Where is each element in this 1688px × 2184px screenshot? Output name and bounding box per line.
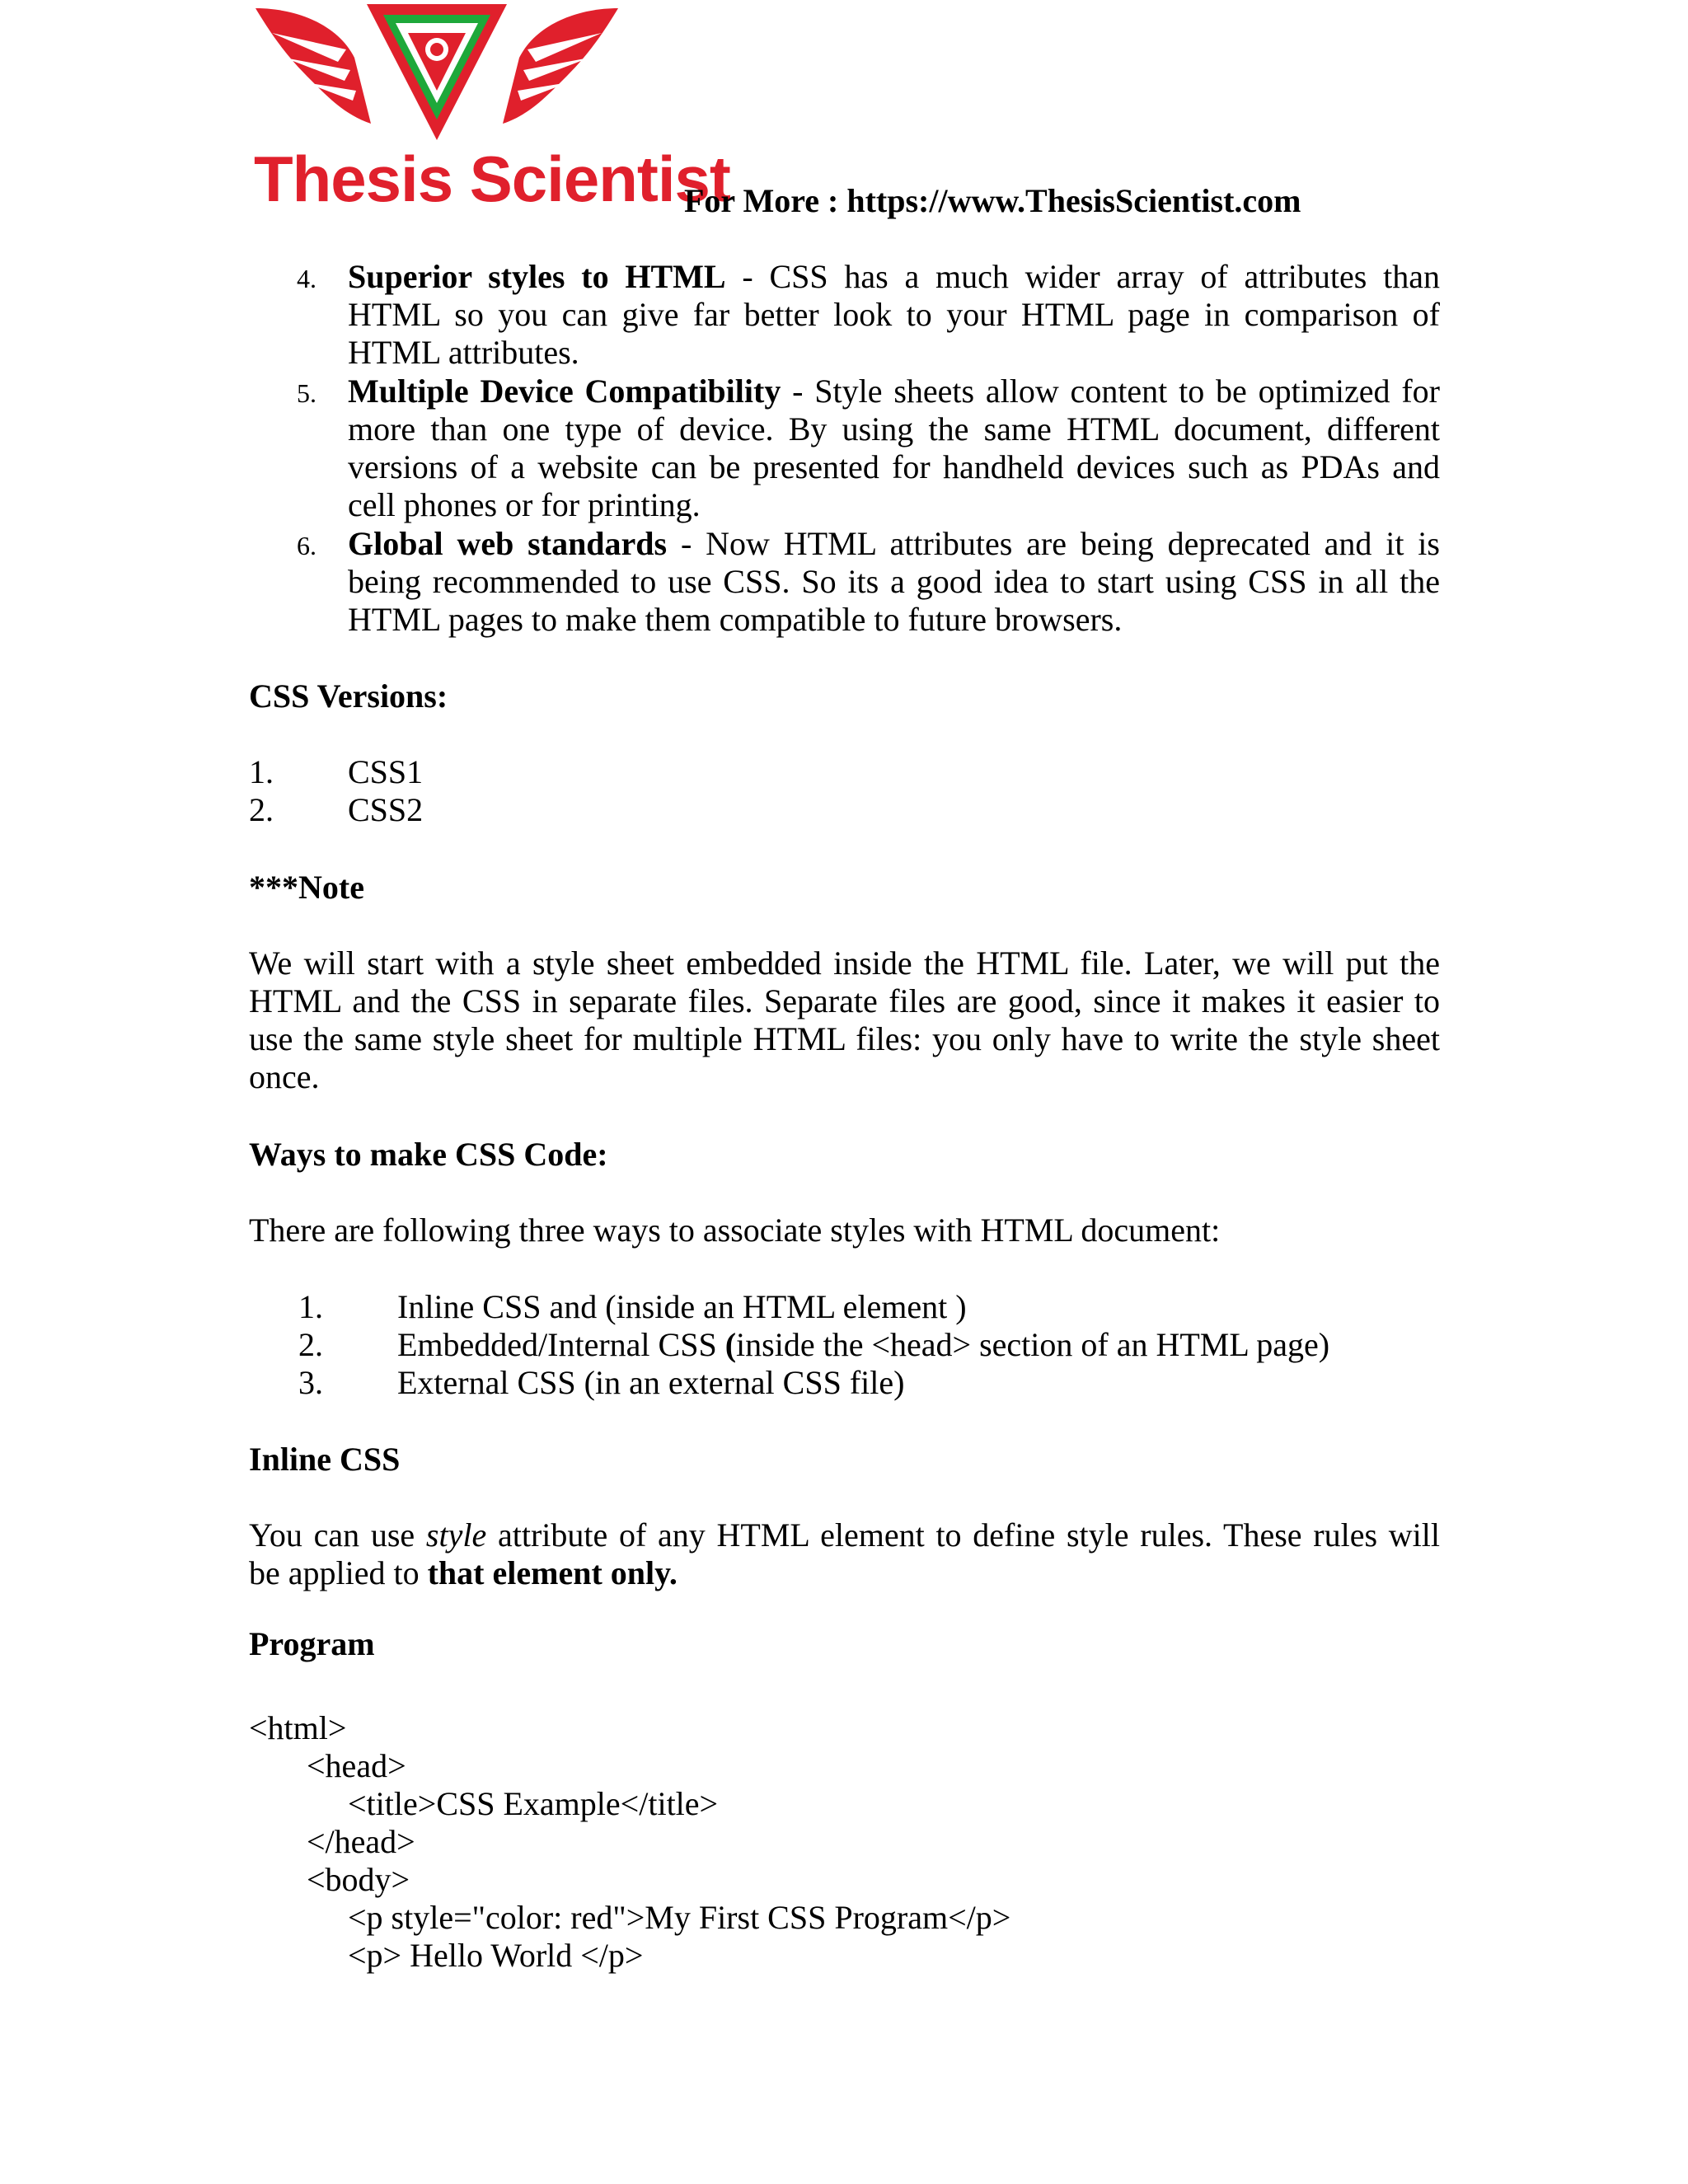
ways-item: Inline CSS and (inside an HTML element ) — [397, 1288, 967, 1325]
version-item: CSS2 — [348, 791, 424, 828]
ways-intro: There are following three ways to associate styles with HTML document: — [249, 1212, 1221, 1249]
list-item-line: versions of a website can be presented for handheld devices such as PDAs and — [348, 448, 1440, 485]
ways-number: 1. — [298, 1288, 323, 1325]
code-line: <body> — [307, 1861, 410, 1898]
version-number: 2. — [249, 791, 274, 828]
list-number: 5. — [297, 378, 316, 408]
inline-css-line: be applied to that element only. — [249, 1554, 678, 1591]
note-line: use the same style sheet for multiple HTML files: you only have to write the style sheet — [249, 1020, 1440, 1057]
version-number: 1. — [249, 753, 274, 790]
note-line: We will start with a style sheet embedded inside the HTML file. Later, we will put the — [249, 944, 1440, 982]
note-heading: ***Note — [249, 869, 364, 906]
list-item-line: HTML pages to make them compatible to future browsers. — [348, 601, 1123, 638]
logo-wordmark: Thesis Scientist — [254, 143, 730, 215]
list-item-line: Multiple Device Compatibility - Style sheets allow content to be optimized for — [348, 373, 1441, 410]
list-item-line: cell phones or for printing. — [348, 486, 701, 523]
website-link[interactable]: For More : https://www.ThesisScientist.com — [684, 182, 1301, 219]
list-item-title: Multiple Device Compatibility — [348, 373, 781, 410]
list-item-line: more than one type of device. By using the same HTML document, different — [348, 410, 1440, 448]
program-heading: Program — [249, 1625, 375, 1662]
code-line: <head> — [307, 1747, 406, 1784]
list-item-line: Global web standards - Now HTML attributes are being deprecated and it is — [348, 525, 1440, 562]
note-line: HTML and the CSS in separate files. Separate files are good, since it makes it easier to — [249, 982, 1440, 1019]
list-item-line: being recommended to use CSS. So its a good idea to start using CSS in all the — [348, 563, 1440, 600]
list-item-title: Global web standards — [348, 525, 668, 562]
list-item-title: Superior styles to HTML — [348, 258, 726, 295]
list-item-line: Superior styles to HTML - CSS has a much wider array of attributes than — [348, 258, 1440, 295]
code-line: <title>CSS Example</title> — [348, 1785, 719, 1822]
section-heading: CSS Versions: — [249, 677, 448, 715]
ways-item: Embedded/Internal CSS (inside the <head> section of an HTML page) — [397, 1326, 1330, 1363]
inline-css-line: You can use style attribute of any HTML element to define style rules. These rules will — [249, 1516, 1440, 1554]
section-heading: Ways to make CSS Code: — [249, 1136, 608, 1173]
code-line: </head> — [307, 1823, 415, 1860]
code-line: <html> — [249, 1709, 347, 1746]
list-number: 4. — [297, 264, 316, 293]
section-heading: Inline CSS — [249, 1441, 401, 1478]
ways-number: 3. — [298, 1364, 323, 1401]
code-line: <p> Hello World </p> — [348, 1937, 644, 1974]
list-item-line: HTML so you can give far better look to your HTML page in comparison of — [348, 296, 1440, 333]
code-line: <p style="color: red">My First CSS Program</p> — [348, 1899, 1011, 1936]
list-number: 6. — [297, 531, 316, 560]
ways-number: 2. — [298, 1326, 323, 1363]
ways-item: External CSS (in an external CSS file) — [397, 1364, 905, 1401]
thesis-scientist-logo — [247, 0, 730, 223]
version-item: CSS1 — [348, 753, 424, 790]
list-item-line: HTML attributes. — [348, 334, 579, 371]
note-line: once. — [249, 1058, 320, 1095]
